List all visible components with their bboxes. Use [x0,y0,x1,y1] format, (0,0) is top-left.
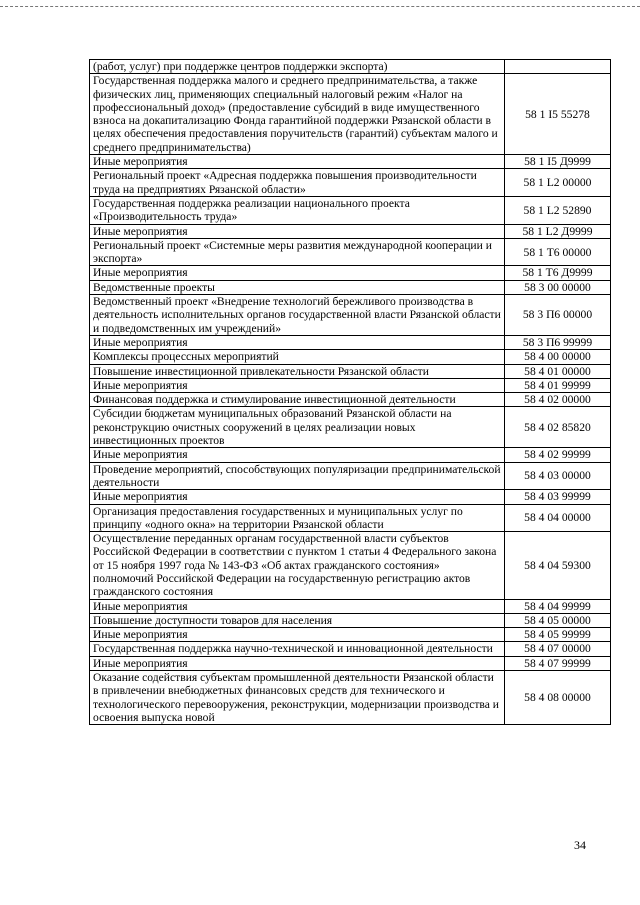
table-row [90,407,611,448]
row-name-cell: Государственная поддержка научно-технической и инновационной деятельности [90,642,505,656]
row-code-cell: 58 4 04 00000 [505,504,611,532]
table-row [90,671,611,725]
row-name-cell: Региональный проект «Системные меры развития международной кооперации и экспорта» [90,238,505,266]
table-row [90,196,611,224]
table-row [90,378,611,392]
table-row [90,364,611,378]
row-code-cell: 58 1 Т6 00000 [505,238,611,266]
row-code-cell [505,60,611,74]
row-name-cell: Иные мероприятия [90,378,505,392]
row-name-cell: Осуществление переданных органам государственной власти субъектов Российской Федерации в соответствии с пунктом 1 статьи 4 Федерального закона от 15 ноября 1997 года № 143-ФЗ «Об актах гражданского состояния» полномочий Российской Федерации на государственную регистрацию актов гражданского состояния [90,532,505,599]
row-code-cell: 58 4 07 99999 [505,656,611,670]
row-name-cell: Иные мероприятия [90,224,505,238]
row-name-cell: Иные мероприятия [90,266,505,280]
row-code-cell: 58 4 01 99999 [505,378,611,392]
budget-code-table [89,59,611,725]
row-name-cell: Повышение доступности товаров для населения [90,613,505,627]
row-code-cell: 58 4 01 00000 [505,364,611,378]
row-name-cell: Повышение инвестиционной привлекательности Рязанской области [90,364,505,378]
table-row [90,532,611,599]
row-name-cell: Региональный проект «Адресная поддержка повышения производительности труда на предприятиях Рязанской области» [90,169,505,197]
table-row [90,448,611,462]
row-code-cell: 58 4 02 85820 [505,407,611,448]
table-row [90,238,611,266]
table-row [90,504,611,532]
row-code-cell: 58 4 05 00000 [505,613,611,627]
row-code-cell: 58 3 П6 00000 [505,295,611,336]
table-row [90,656,611,670]
row-name-cell: Ведомственный проект «Внедрение технологий бережливого производства в деятельность исполнительных органов государственной власти Рязанской области и подведомственных им учреждений» [90,295,505,336]
row-code-cell: 58 4 08 00000 [505,671,611,725]
row-name-cell: Финансовая поддержка и стимулирование инвестиционной деятельности [90,393,505,407]
row-code-cell: 58 4 04 99999 [505,599,611,613]
row-code-cell: 58 1 Т6 Д9999 [505,266,611,280]
row-name-cell: Организация предоставления государственных и муниципальных услуг по принципу «одного окна» на территории Рязанской области [90,504,505,532]
row-code-cell: 58 4 05 99999 [505,628,611,642]
table-row [90,462,611,490]
row-code-cell: 58 1 I5 55278 [505,74,611,155]
row-code-cell: 58 3 00 00000 [505,280,611,294]
row-name-cell: Иные мероприятия [90,335,505,349]
row-name-cell: Иные мероприятия [90,448,505,462]
row-code-cell: 58 1 L2 Д9999 [505,224,611,238]
row-code-cell: 58 4 04 59300 [505,532,611,599]
row-code-cell: 58 4 02 00000 [505,393,611,407]
row-name-cell: Субсидии бюджетам муниципальных образований Рязанской области на реконструкцию очистных сооружений в целях реализации новых инвестиционных проектов [90,407,505,448]
table-row [90,393,611,407]
table-row [90,169,611,197]
table-row [90,280,611,294]
row-code-cell: 58 4 00 00000 [505,350,611,364]
table-row [90,350,611,364]
row-name-cell: (работ, услуг) при поддержке центров поддержки экспорта) [90,60,505,74]
row-name-cell: Комплексы процессных мероприятий [90,350,505,364]
table-row [90,490,611,504]
top-dashed-rule [0,6,640,7]
row-name-cell: Ведомственные проекты [90,280,505,294]
row-code-cell: 58 4 03 00000 [505,462,611,490]
row-code-cell: 58 1 L2 00000 [505,169,611,197]
row-name-cell: Иные мероприятия [90,490,505,504]
row-code-cell: 58 4 03 99999 [505,490,611,504]
row-name-cell: Иные мероприятия [90,155,505,169]
table-row [90,642,611,656]
row-name-cell: Проведение мероприятий, способствующих популяризации предпринимательской деятельности [90,462,505,490]
row-code-cell: 58 1 L2 52890 [505,196,611,224]
table-row [90,224,611,238]
table-row [90,266,611,280]
table-row [90,613,611,627]
row-code-cell: 58 4 02 99999 [505,448,611,462]
row-name-cell: Государственная поддержка реализации национального проекта «Производительность труда» [90,196,505,224]
row-name-cell: Государственная поддержка малого и среднего предпринимательства, а также физических лиц, применяющих специальный налоговый режим «Налог на профессиональный доход» (предоставление субсидий в виде имущественного взноса на докапитализацию Фонда гарантийной поддержки Рязанской области в целях обеспечения предоставления поручительств (гарантий) субъектам малого и среднего предпринимательства) [90,74,505,155]
row-name-cell: Иные мероприятия [90,599,505,613]
row-name-cell: Иные мероприятия [90,628,505,642]
row-name-cell: Иные мероприятия [90,656,505,670]
table-row [90,60,611,74]
page-number: 34 [574,838,586,852]
table-row [90,295,611,336]
table-row [90,335,611,349]
row-code-cell: 58 3 П6 99999 [505,335,611,349]
table-row [90,155,611,169]
table-row [90,628,611,642]
row-code-cell: 58 4 07 00000 [505,642,611,656]
row-name-cell: Оказание содействия субъектам промышленной деятельности Рязанской области в привлечении внебюджетных финансовых средств для технического и технологического перевооружения, реконструкции, модернизации производства и освоения выпуска новой [90,671,505,725]
row-code-cell: 58 1 I5 Д9999 [505,155,611,169]
table-row [90,74,611,155]
table-row [90,599,611,613]
